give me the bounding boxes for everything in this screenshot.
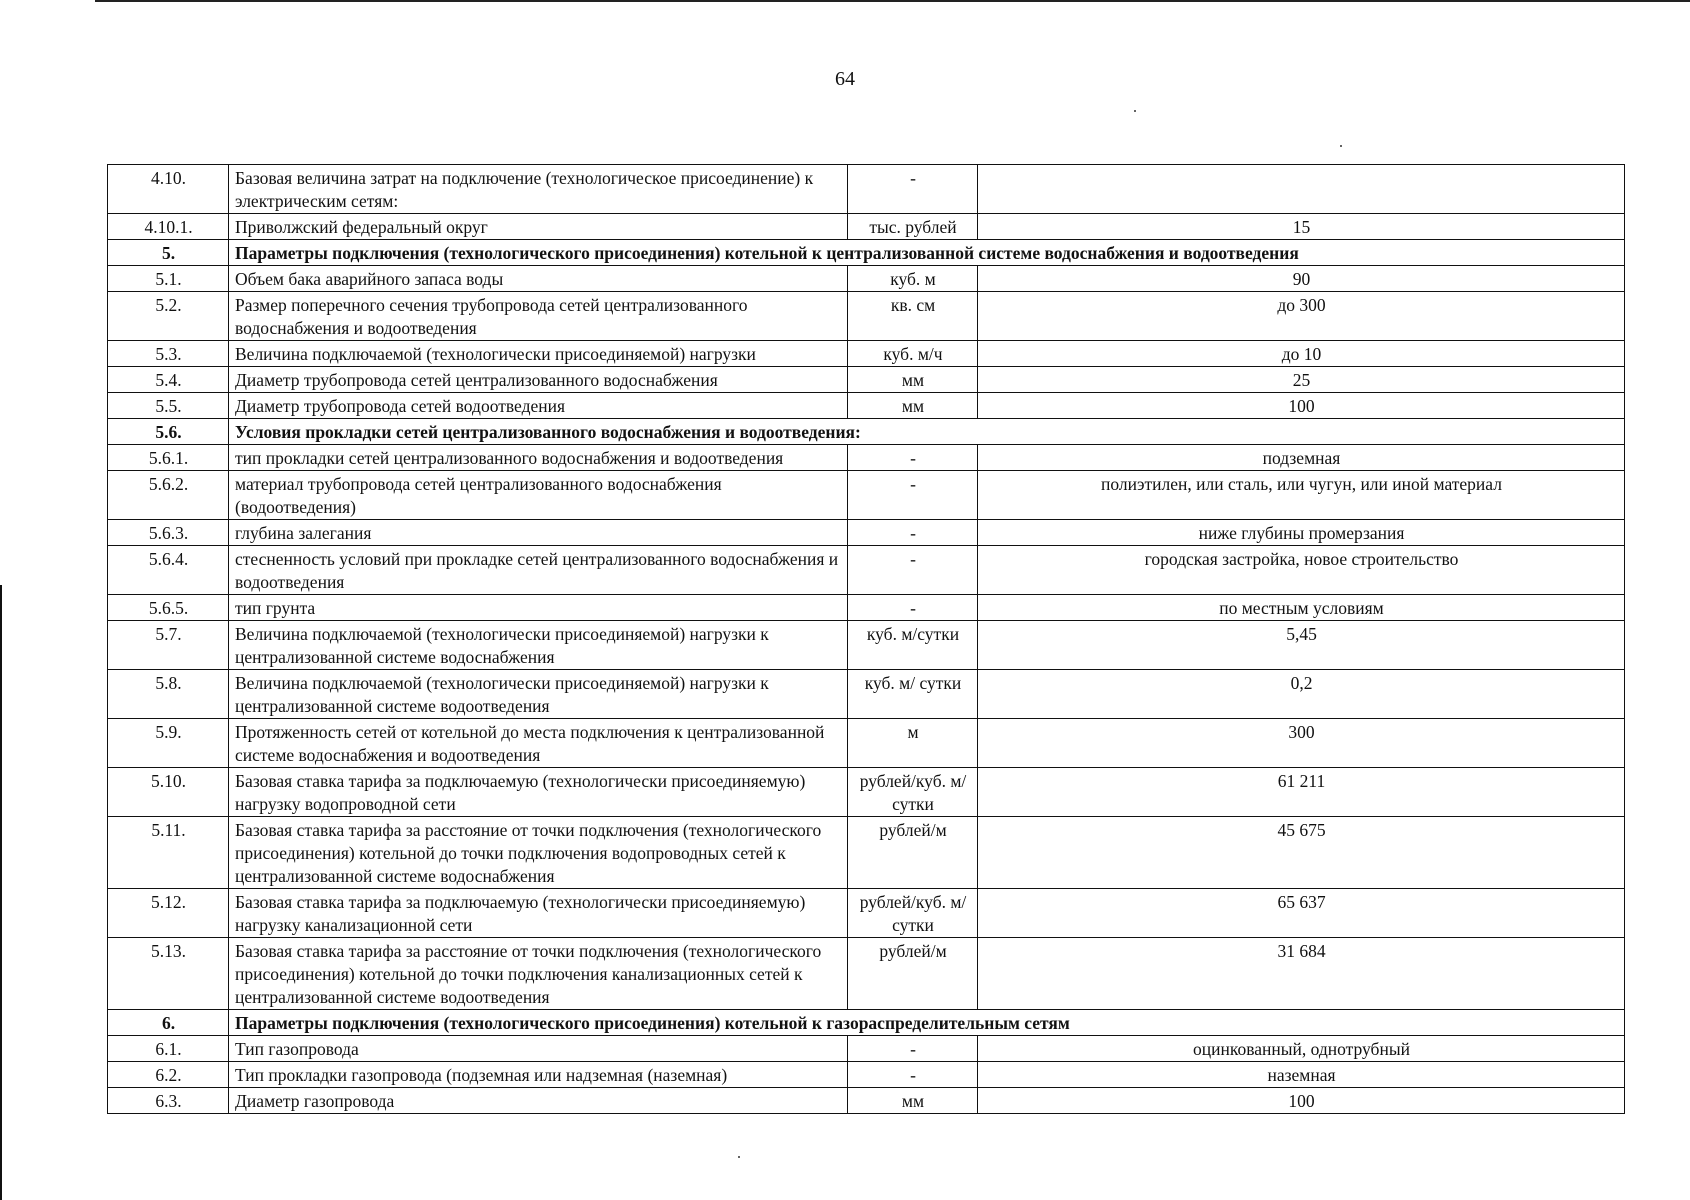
row-number: 5.6.4.	[108, 546, 229, 595]
table-row	[108, 546, 1625, 595]
page-number: 64	[835, 68, 855, 90]
unit-cell: рублей/куб. м/сутки	[848, 768, 978, 817]
unit-cell: м	[848, 719, 978, 768]
row-number: 4.10.1.	[108, 214, 229, 240]
value-cell: 45 675	[978, 817, 1625, 889]
table-row	[108, 520, 1625, 546]
row-number: 5.13.	[108, 938, 229, 1010]
unit-cell: кв. см	[848, 292, 978, 341]
parameter-description: Диаметр газопровода	[229, 1088, 848, 1114]
section-title: Параметры подключения (технологического присоединения) котельной к газораспределительным сетям	[229, 1010, 1625, 1036]
unit-cell: рублей/м	[848, 817, 978, 889]
row-number: 5.8.	[108, 670, 229, 719]
unit-cell: куб. м	[848, 266, 978, 292]
top-rule	[95, 0, 1690, 2]
row-number: 5.6.	[108, 419, 229, 445]
unit-cell: -	[848, 471, 978, 520]
value-cell: до 300	[978, 292, 1625, 341]
scan-speck	[738, 1156, 740, 1158]
parameters-table	[107, 164, 1625, 1114]
unit-cell: -	[848, 445, 978, 471]
section-row	[108, 1010, 1625, 1036]
table-row	[108, 768, 1625, 817]
parameter-description: Тип прокладки газопровода (подземная или надземная (наземная)	[229, 1062, 848, 1088]
unit-cell: -	[848, 1036, 978, 1062]
parameter-description: Базовая ставка тарифа за подключаемую (технологически присоединяемую) нагрузку водопроводной сети	[229, 768, 848, 817]
value-cell: 15	[978, 214, 1625, 240]
value-cell: 5,45	[978, 621, 1625, 670]
parameter-description: Базовая величина затрат на подключение (технологическое присоединение) к электрическим сетям:	[229, 165, 848, 214]
parameter-description: Объем бака аварийного запаса воды	[229, 266, 848, 292]
parameter-description: Величина подключаемой (технологически присоединяемой) нагрузки к централизованной системе водоотведения	[229, 670, 848, 719]
row-number: 5.3.	[108, 341, 229, 367]
row-number: 5.11.	[108, 817, 229, 889]
parameter-description: Величина подключаемой (технологически присоединяемой) нагрузки	[229, 341, 848, 367]
table-row	[108, 1036, 1625, 1062]
parameter-description: Тип газопровода	[229, 1036, 848, 1062]
value-cell: 65 637	[978, 889, 1625, 938]
row-number: 5.6.2.	[108, 471, 229, 520]
parameter-description: Приволжский федеральный округ	[229, 214, 848, 240]
table-row	[108, 367, 1625, 393]
value-cell: 0,2	[978, 670, 1625, 719]
table-row	[108, 595, 1625, 621]
table-row	[108, 393, 1625, 419]
table-row	[108, 889, 1625, 938]
value-cell: ниже глубины промерзания	[978, 520, 1625, 546]
unit-cell: мм	[848, 367, 978, 393]
value-cell: оцинкованный, однотрубный	[978, 1036, 1625, 1062]
unit-cell: мм	[848, 393, 978, 419]
row-number: 5.6.1.	[108, 445, 229, 471]
table-body	[108, 165, 1625, 1114]
value-cell: 25	[978, 367, 1625, 393]
unit-cell: мм	[848, 1088, 978, 1114]
parameter-description: тип прокладки сетей централизованного водоснабжения и водоотведения	[229, 445, 848, 471]
row-number: 5.7.	[108, 621, 229, 670]
section-title: Параметры подключения (технологического присоединения) котельной к централизованной системе водоснабжения и водоотведения	[229, 240, 1625, 266]
table-row	[108, 214, 1625, 240]
parameter-description: Величина подключаемой (технологически присоединяемой) нагрузки к централизованной системе водоснабжения	[229, 621, 848, 670]
row-number: 4.10.	[108, 165, 229, 214]
unit-cell: -	[848, 595, 978, 621]
value-cell: 100	[978, 1088, 1625, 1114]
scan-speck	[1340, 145, 1342, 147]
row-number: 6.3.	[108, 1088, 229, 1114]
unit-cell: -	[848, 520, 978, 546]
value-cell: 31 684	[978, 938, 1625, 1010]
parameter-description: Базовая ставка тарифа за расстояние от точки подключения (технологического присоединения) котельной до точки подключения канализационных сетей к централизованной системе водоотведения	[229, 938, 848, 1010]
section-title: Условия прокладки сетей централизованного водоснабжения и водоотведения:	[229, 419, 1625, 445]
table-row	[108, 292, 1625, 341]
value-cell: 300	[978, 719, 1625, 768]
table-row	[108, 817, 1625, 889]
table-row	[108, 341, 1625, 367]
row-number: 6.2.	[108, 1062, 229, 1088]
unit-cell: -	[848, 546, 978, 595]
unit-cell: куб. м/ч	[848, 341, 978, 367]
row-number: 5.2.	[108, 292, 229, 341]
value-cell: наземная	[978, 1062, 1625, 1088]
table-row	[108, 719, 1625, 768]
parameter-description: Базовая ставка тарифа за подключаемую (технологически присоединяемую) нагрузку канализационной сети	[229, 889, 848, 938]
parameter-description: Протяженность сетей от котельной до места подключения к централизованной системе водоснабжения и водоотведения	[229, 719, 848, 768]
parameter-description: материал трубопровода сетей централизованного водоснабжения (водоотведения)	[229, 471, 848, 520]
unit-cell: -	[848, 165, 978, 214]
parameter-description: Диаметр трубопровода сетей централизованного водоснабжения	[229, 367, 848, 393]
row-number: 5.6.3.	[108, 520, 229, 546]
row-number: 5.4.	[108, 367, 229, 393]
scan-speck	[1134, 110, 1136, 112]
parameter-description: Размер поперечного сечения трубопровода сетей централизованного водоснабжения и водоотведения	[229, 292, 848, 341]
unit-cell: тыс. рублей	[848, 214, 978, 240]
row-number: 5.6.5.	[108, 595, 229, 621]
value-cell	[978, 165, 1625, 214]
parameter-description: глубина залегания	[229, 520, 848, 546]
parameter-description: Базовая ставка тарифа за расстояние от точки подключения (технологического присоединения) котельной до точки подключения водопроводных сетей к централизованной системе водоснабжения	[229, 817, 848, 889]
row-number: 5.1.	[108, 266, 229, 292]
parameter-description: тип грунта	[229, 595, 848, 621]
table-row	[108, 1062, 1625, 1088]
value-cell: городская застройка, новое строительство	[978, 546, 1625, 595]
value-cell: 61 211	[978, 768, 1625, 817]
value-cell: 100	[978, 393, 1625, 419]
unit-cell: куб. м/сутки	[848, 621, 978, 670]
row-number: 5.5.	[108, 393, 229, 419]
row-number: 6.	[108, 1010, 229, 1036]
scan-edge-mark	[0, 585, 2, 1200]
row-number: 5.10.	[108, 768, 229, 817]
unit-cell: -	[848, 1062, 978, 1088]
unit-cell: рублей/куб. м/сутки	[848, 889, 978, 938]
unit-cell: куб. м/ сутки	[848, 670, 978, 719]
parameter-description: стесненность условий при прокладке сетей централизованного водоснабжения и водоотведения	[229, 546, 848, 595]
row-number: 5.	[108, 240, 229, 266]
value-cell: подземная	[978, 445, 1625, 471]
value-cell: 90	[978, 266, 1625, 292]
row-number: 6.1.	[108, 1036, 229, 1062]
value-cell: полиэтилен, или сталь, или чугун, или иной материал	[978, 471, 1625, 520]
table-row	[108, 471, 1625, 520]
table-row	[108, 445, 1625, 471]
table-row	[108, 266, 1625, 292]
table-row	[108, 621, 1625, 670]
section-row	[108, 419, 1625, 445]
table-row	[108, 1088, 1625, 1114]
value-cell: по местным условиям	[978, 595, 1625, 621]
row-number: 5.12.	[108, 889, 229, 938]
parameter-description: Диаметр трубопровода сетей водоотведения	[229, 393, 848, 419]
table-row	[108, 670, 1625, 719]
value-cell: до 10	[978, 341, 1625, 367]
unit-cell: рублей/м	[848, 938, 978, 1010]
row-number: 5.9.	[108, 719, 229, 768]
table-row	[108, 938, 1625, 1010]
table-row	[108, 165, 1625, 214]
section-row	[108, 240, 1625, 266]
